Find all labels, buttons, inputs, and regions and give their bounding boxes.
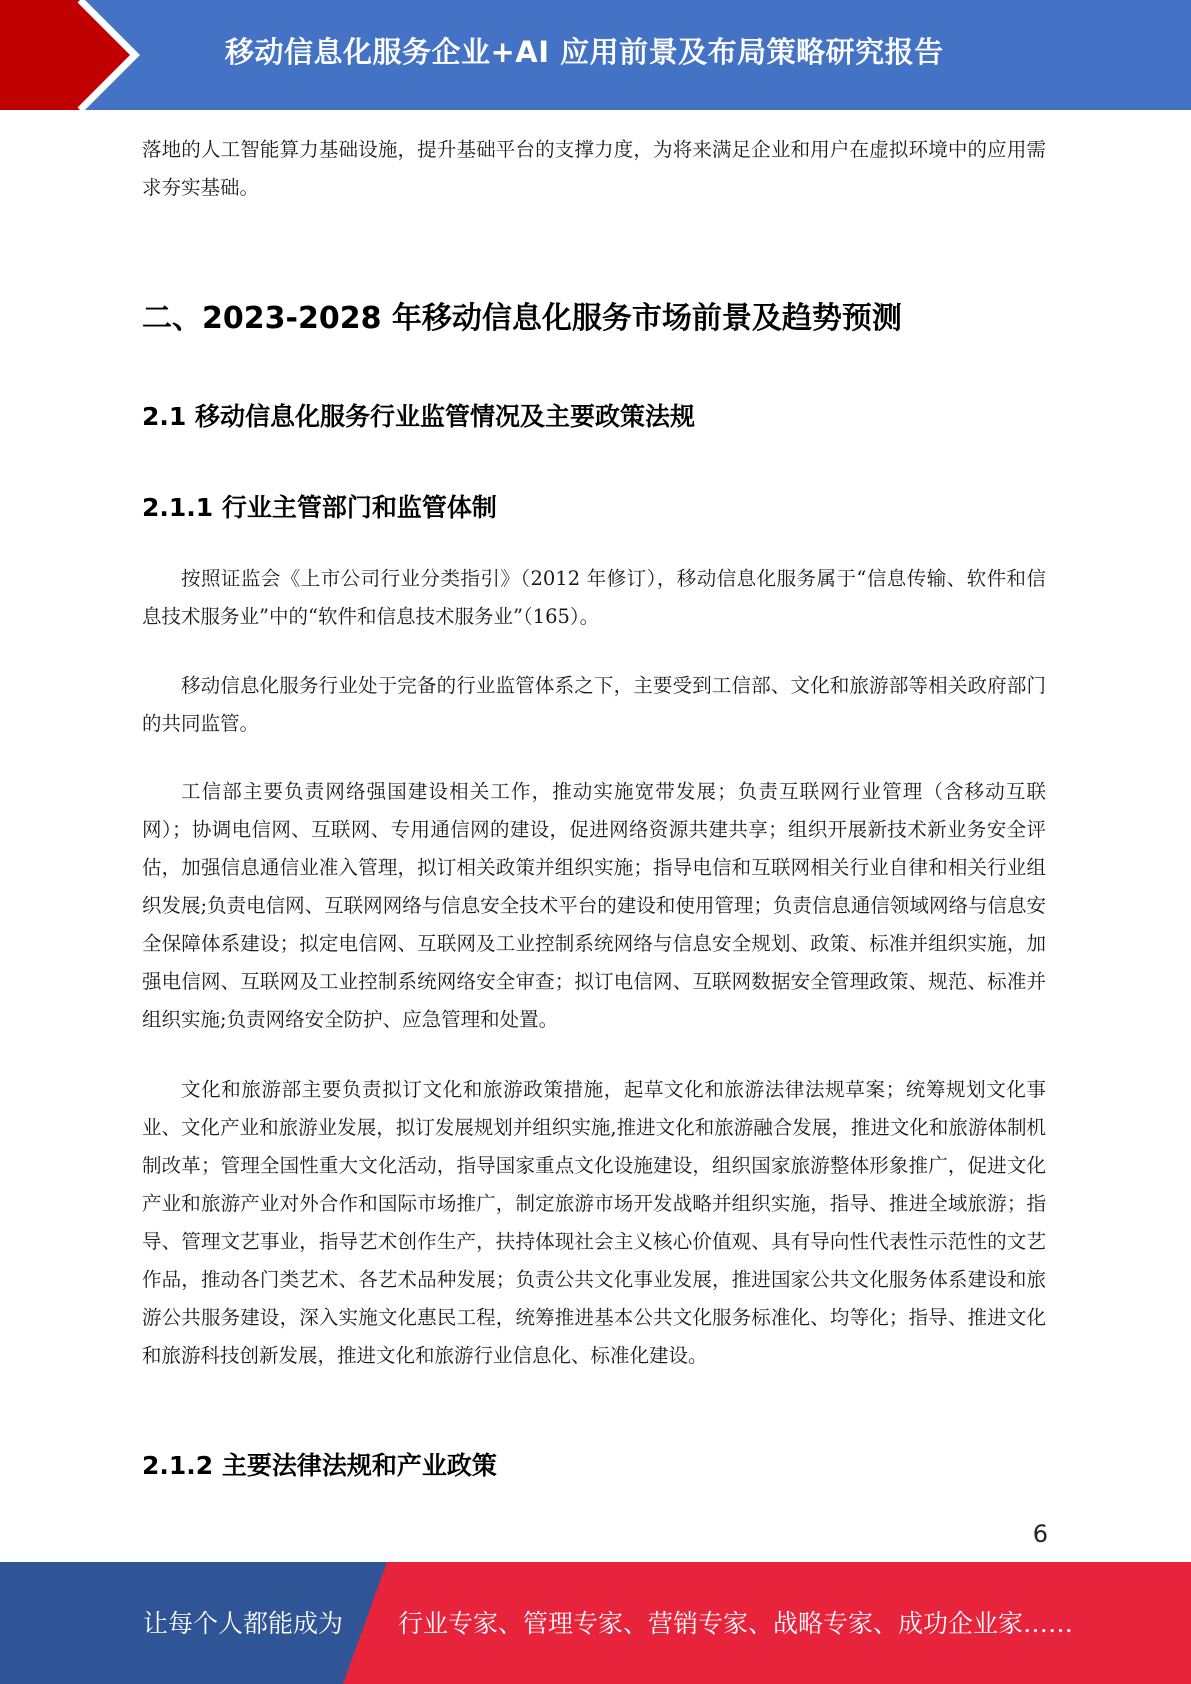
footer-slogan-left: 让每个人都能成为 bbox=[143, 1609, 344, 1638]
header-banner bbox=[0, 0, 1191, 110]
section-heading: 二、2023-2028 年移动信息化服务市场前景及趋势预测 bbox=[142, 301, 902, 336]
footer-banner bbox=[0, 1562, 1191, 1684]
subsection-heading: 2.1 移动信息化服务行业监管情况及主要政策法规 bbox=[142, 402, 695, 431]
paragraph-1: 按照证监会《上市公司行业分类指引》（2012 年修订），移动信息化服务属于“信息传输、软件和信息技术服务业”中的“软件和信息技术服务业”（165）。 bbox=[142, 567, 1046, 628]
paragraph-4: 文化和旅游部主要负责拟订文化和旅游政策措施，起草文化和旅游法律法规草案；统筹规划文化事业、文化产业和旅游业发展，拟订发展规划并组织实施,推进文化和旅游融合发展，推进文化和旅游体制机制改革；管理全国性重大文化活动，指导国家重点文化设施建设，组织国家旅游整体形象推广，促进文化产业和旅游产业对外合作和国际市场推广，制定旅游市场开发战略并组织实施，指导、推进全域旅游；指导、管理文艺事业，指导艺术创作生产，扶持体现社会主义核心价值观、具有导向性代表性示范性的文艺作品，推动各门类艺术、各艺术品种发展；负责公共文化事业发展，推进国家公共文化服务体系建设和旅游公共服务建设，深入实施文化惠民工程，统筹推进基本公共文化服务标准化、均等化；指导、推进文化和旅游科技创新发展，推进文化和旅游行业信息化、标准化建设。 bbox=[142, 1078, 1046, 1367]
page-number: 6 bbox=[1032, 1520, 1048, 1548]
paragraph-3: 工信部主要负责网络强国建设相关工作，推动实施宽带发展；负责互联网行业管理（含移动互联网）；协调电信网、互联网、专用通信网的建设，促进网络资源共建共享；组织开展新技术新业务安全评估，加强信息通信业准入管理，拟订相关政策并组织实施；指导电信和互联网相关行业自律和相关行业组织发展;负责电信网、互联网网络与信息安全技术平台的建设和使用管理；负责信息通信领域网络与信息安全保障体系建设；拟定电信网、互联网及工业控制系统网络与信息安全规划、政策、标准并组织实施，加强电信网、互联网及工业控制系统网络安全审查；拟订电信网、互联网数据安全管理政策、规范、标准并组织实施;负责网络安全防护、应急管理和处置。 bbox=[142, 780, 1046, 1031]
subsubsection-heading-1: 2.1.1 行业主管部门和监管体制 bbox=[142, 493, 497, 522]
intro-paragraph: 落地的人工智能算力基础设施，提升基础平台的支撑力度，为将来满足企业和用户在虚拟环境中的应用需求夯实基础。 bbox=[142, 138, 1046, 199]
report-title: 移动信息化服务企业+AI 应用前景及布局策略研究报告 bbox=[225, 35, 944, 69]
subsubsection-heading-2: 2.1.2 主要法律法规和产业政策 bbox=[142, 1451, 497, 1480]
paragraph-2: 移动信息化服务行业处于完备的行业监管体系之下，主要受到工信部、文化和旅游部等相关政府部门的共同监管。 bbox=[142, 674, 1046, 735]
footer-slogan-right: 行业专家、管理专家、营销专家、战略专家、成功企业家…… bbox=[398, 1609, 1074, 1638]
